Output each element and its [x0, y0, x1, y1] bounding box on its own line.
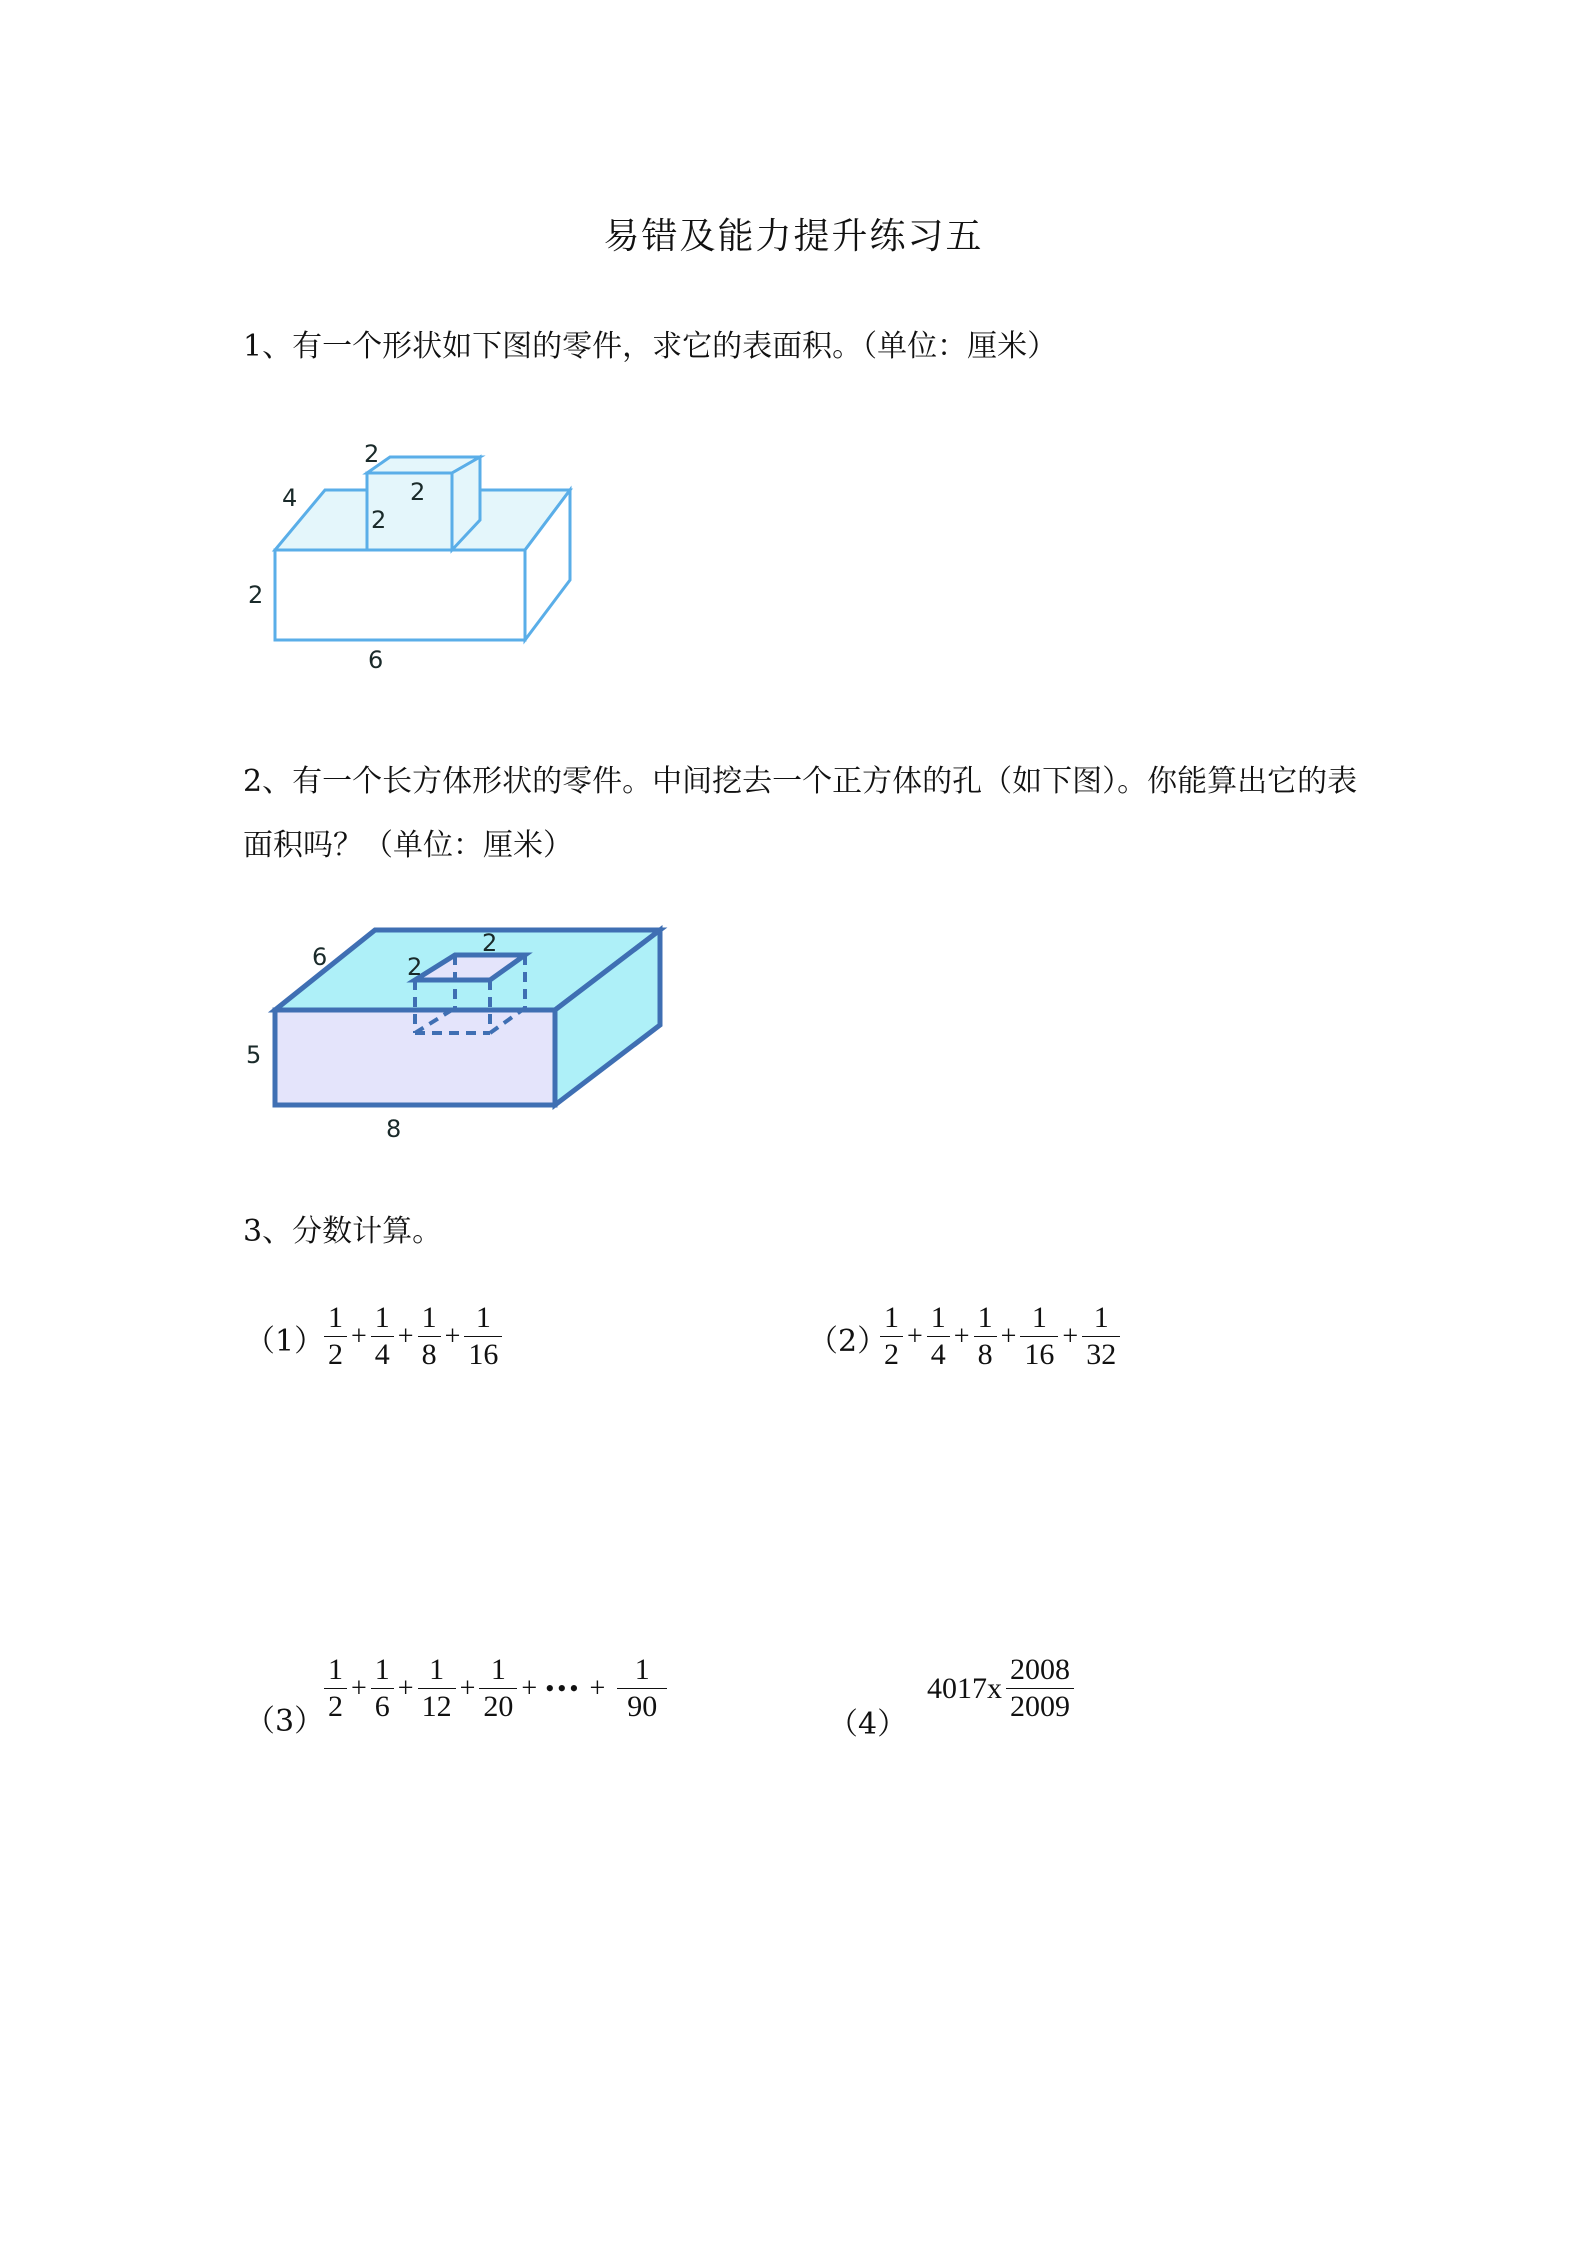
q2-label-length: 8 — [386, 1115, 402, 1143]
item-3-expression: $\frac{1}{2}$ + $\frac{1}{6}$ + $\frac{1}{12}$ + $\frac{1}{20}$ + ••• + $\frac{1}{90}$ — [322, 1652, 669, 1725]
fraction: $\frac{1}{4}$ — [927, 1300, 950, 1373]
q1-label-length: 6 — [368, 646, 384, 674]
q2-label-height: 5 — [246, 1041, 262, 1069]
q2-label-hole-width: 2 — [482, 929, 498, 957]
q1-label-height: 2 — [248, 581, 264, 609]
fraction: $\frac{1}{4}$ — [371, 1300, 394, 1373]
page-title: 易错及能力提升练习五 — [603, 216, 984, 257]
fraction: $\frac{1}{32}$ — [1082, 1300, 1120, 1373]
q1-label-cube-width: 2 — [410, 478, 426, 506]
item-4-expression — [927, 1652, 1076, 1725]
fraction: $\frac{1}{8}$ — [418, 1300, 441, 1373]
fraction: $\frac{1}{2}$ — [324, 1652, 347, 1725]
fraction: $\frac{1}{16}$ — [464, 1300, 502, 1373]
question-2-text: 2、有一个长方体形状的零件。中间挖去一个正方体的孔（如下图）。你能算出它的表面积吗？（单位：厘米） — [243, 764, 1358, 863]
question-2-figure — [240, 915, 670, 1155]
q1-label-cube-height: 2 — [371, 506, 387, 534]
ellipsis: ••• — [545, 1673, 582, 1703]
item-3-label: （3） — [245, 1704, 325, 1739]
q2-label-depth: 6 — [312, 943, 328, 971]
q2-label-hole-depth: 2 — [407, 953, 423, 981]
q1-label-cube-depth: 2 — [364, 440, 380, 468]
q1-label-depth: 4 — [282, 484, 298, 512]
item-2-expression: $\frac{1}{2}$ + $\frac{1}{4}$ + $\frac{1}{8}$ + $\frac{1}{16}$ + $\frac{1}{32}$ — [878, 1300, 1122, 1373]
fraction: $\frac{1}{90}$ — [617, 1652, 667, 1725]
coefficient: 4017x — [927, 1671, 1002, 1705]
fraction: $\frac{1}{12}$ — [418, 1652, 456, 1725]
fraction: $\frac{1}{8}$ — [974, 1300, 997, 1373]
q1-large-box-front — [275, 550, 525, 640]
item-2-label: （2） — [808, 1324, 888, 1359]
fraction: $\frac{1}{16}$ — [1020, 1300, 1058, 1373]
fraction: $\frac{1}{20}$ — [479, 1652, 517, 1725]
item-1-expression: $\frac{1}{2}$ + $\frac{1}{4}$ + $\frac{1}{8}$ + $\frac{1}{16}$ — [322, 1300, 504, 1373]
question-1-text: 1、有一个形状如下图的零件，求它的表面积。（单位：厘米） — [243, 329, 1058, 364]
item-4-label: （4） — [828, 1707, 908, 1742]
question-1-figure — [240, 440, 590, 680]
fraction: $\frac{1}{6}$ — [371, 1652, 394, 1725]
fraction: $\frac{2008}{2009}$ — [1006, 1652, 1074, 1725]
fraction: $\frac{1}{2}$ — [324, 1300, 347, 1373]
fraction: $\frac{1}{2}$ — [880, 1300, 903, 1373]
q2-box-front — [275, 1010, 555, 1105]
item-1-label: （1） — [245, 1324, 325, 1359]
question-3-text: 3、分数计算。 — [243, 1214, 443, 1249]
